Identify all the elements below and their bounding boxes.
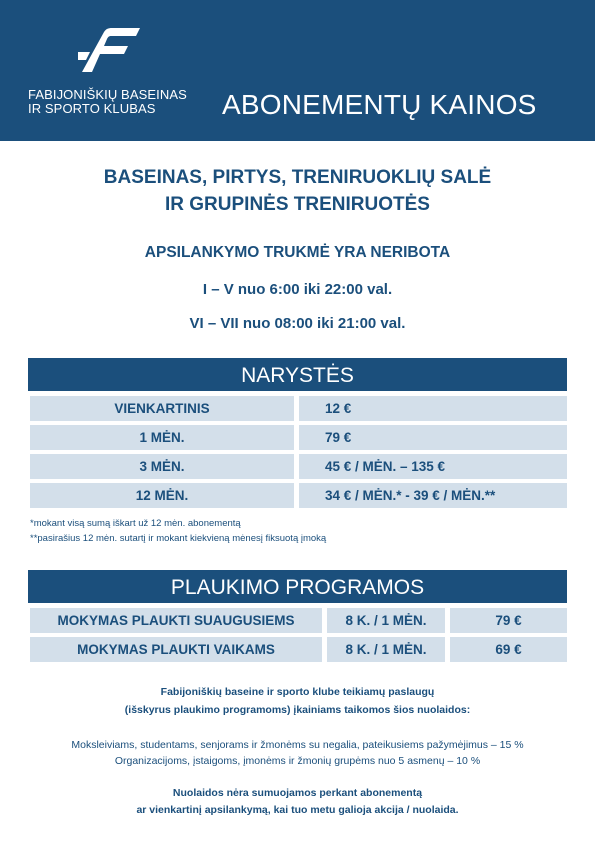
membership-footnote-2: **pasirašius 12 mėn. sutartį ir mokant kiekvieną mėnesį fiksuotą įmoką [30, 533, 327, 544]
membership-footnote-1: *mokant visą sumą iškart už 12 mėn. abonementą [30, 518, 241, 529]
page-title: ABONEMENTŲ KAINOS [222, 89, 537, 120]
discount-item-students: Moksleiviams, studentams, senjorams ir žmonėms su negalia, pateikusiems pažymėjimus – 15 % [71, 739, 524, 751]
weekday-hours: I – V nuo 6:00 iki 22:00 val. [202, 281, 393, 298]
swim-program-frequency: 8 K. / 1 MĖN. [327, 608, 445, 633]
swim-program-price: 79 € [450, 608, 567, 633]
discount-footer-line-2: ar vienkartinį apsilankymą, kai tuo metu galioja akcija / nuolaida. [136, 804, 459, 816]
membership-name: 1 MĖN. [30, 425, 294, 450]
swim-program-price: 69 € [450, 637, 567, 662]
fabijoniskes-f-logo-icon [78, 28, 142, 72]
visit-duration-text: APSILANKYMO TRUKMĖ YRA NERIBOTA [144, 244, 451, 261]
brand-line-1: FABIJONIŠKIŲ BASEINAS [28, 87, 187, 102]
brand-name [28, 88, 187, 116]
swimming-programs-title: PLAUKIMO PROGRAMOS [28, 570, 567, 603]
discount-item-organizations: Organizacijoms, įstaigoms, įmonėms ir žmonių grupėms nuo 5 asmenų – 10 % [114, 755, 481, 767]
swim-program-frequency: 8 K. / 1 MĖN. [327, 637, 445, 662]
weekend-hours: VI – VII nuo 08:00 iki 21:00 val. [189, 315, 406, 332]
discount-intro-line-2: (išskyrus plaukimo programoms) įkainiams taikomos šios nuolaidos: [124, 704, 471, 716]
services-heading-line-2: IR GRUPINĖS TRENIRUOTĖS [165, 194, 430, 215]
membership-price: 12 € [299, 396, 567, 421]
header-bar [0, 0, 595, 141]
memberships-title: NARYSTĖS [28, 358, 567, 391]
membership-price: 79 € [299, 425, 567, 450]
discount-footer-line-1: Nuolaidos nėra sumuojamos perkant abonementą [172, 787, 423, 799]
membership-name: VIENKARTINIS [30, 396, 294, 421]
discount-intro-line-1: Fabijoniškių baseine ir sporto klube teikiamų paslaugų [160, 686, 435, 698]
membership-price: 34 € / MĖN.* - 39 € / MĖN.** [299, 483, 567, 508]
brand-line-2: IR SPORTO KLUBAS [28, 101, 156, 116]
services-heading-line-1: BASEINAS, PIRTYS, TRENIRUOKLIŲ SALĖ [103, 167, 492, 188]
swim-program-name: MOKYMAS PLAUKTI VAIKAMS [30, 637, 322, 662]
membership-name: 12 MĖN. [30, 483, 294, 508]
membership-name: 3 MĖN. [30, 454, 294, 479]
membership-price: 45 € / MĖN. – 135 € [299, 454, 567, 479]
swim-program-name: MOKYMAS PLAUKTI SUAUGUSIEMS [30, 608, 322, 633]
